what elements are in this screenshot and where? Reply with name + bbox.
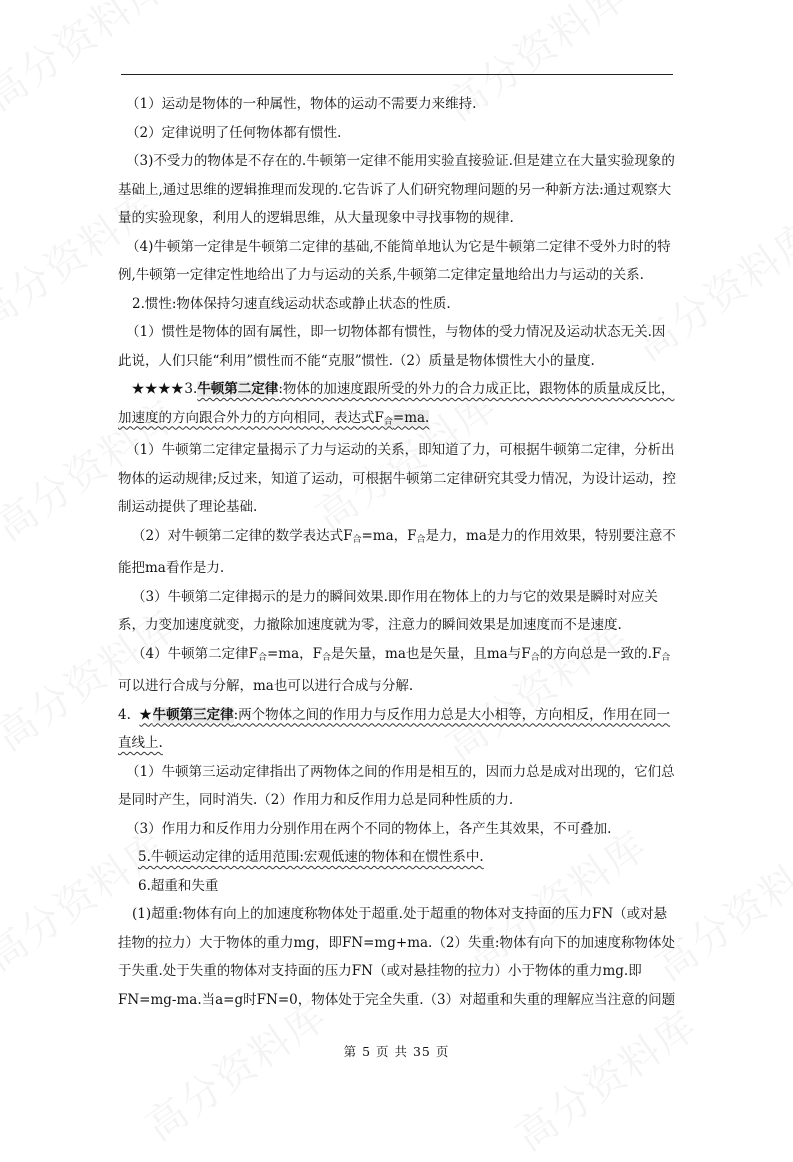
subscript: 合	[322, 652, 332, 663]
paragraph: （4)牛顿第一定律是牛顿第二定律的基础,不能简单地认为它是牛顿第二定律不受外力时的特例,牛顿第一定律定性地给出了力与运动的关系,牛顿第二定律定量地给出力与运动的关系.	[118, 238, 671, 283]
subscript: 合	[352, 534, 362, 545]
scope-text: 5.牛顿运动定律的适用范围:宏观低速的物体和在惯性系中.	[138, 849, 484, 865]
text-run: =ma，F	[361, 527, 417, 544]
section-number: 4.	[118, 706, 131, 723]
text-run: 可以进行合成与分解，ma也可以进行合成与分解.	[118, 678, 414, 694]
subscript: 合	[530, 652, 540, 663]
section-number: 3.	[184, 381, 198, 397]
paragraph: （3）牛顿第二定律揭示的是力的瞬间效果.即作用在物体上的力与它的效果是瞬时对应关系，力变加速度就变，力撤除加速度就为零，注意力的瞬间效果是加速度而不是速度.	[118, 588, 658, 633]
paragraph: （1）牛顿第二定律定量揭示了力与运动的关系，即知道了力，可根据牛顿第二定律，分析出物体的运动规律;反过来，知道了运动，可根据牛顿第二定律研究其受力情况，为设计运动，控制运动提供了理论基础.	[118, 442, 677, 515]
paragraph: （1）牛顿第三运动定律指出了两物体之间的作用是相互的，因而力总是成对出现的，它们总是同时产生，同时消失.（2）作用力和反作用力总是同种性质的力.	[118, 763, 675, 808]
paragraph	[118, 522, 678, 583]
page-footer: 第 5 页 共 35 页	[343, 1044, 450, 1059]
paragraph	[118, 640, 678, 701]
text-run: （2）对牛顿第二定律的数学表达式F	[132, 527, 353, 544]
text-run: 的方向总是一致的.F	[539, 645, 662, 662]
paragraph: (1)超重:物体有向上的加速度称物体处于超重.处于超重的物体对支持面的压力FN（或对悬挂物的拉力）大于物体的重力mg，即FN=mg+ma.（2）失重:物体有向下的加速度称物体处于失重.处于失重的物体对支持面的压力FN（或对悬挂物的拉力）小于物体的重力mg.即FN=mg-ma.当a=g时FN=0，物体处于完全失重.（3）对超重和失重的理解应当注意的问题	[118, 906, 676, 1008]
section-title: 牛顿第三定律	[152, 706, 234, 723]
paragraph: （1）运动是物体的一种属性，物体的运动不需要力来维持.	[126, 96, 477, 112]
text-run: 是矢量，ma也是矢量，且ma与F	[331, 645, 531, 662]
header-rule	[121, 74, 673, 75]
law-text: :物体的加速度跟所受的外力的合力成正比，跟物体的质量成反比，加速度的方向跟合外力的方向相同，表达式F	[118, 381, 675, 426]
paragraph: （2）定律说明了任何物体都有惯性.	[126, 124, 342, 141]
law-text: :两个物体之间的作用力与反作用力总是大小相等，方向相反，作用在同一直线上.	[118, 706, 671, 751]
text-run: （4）牛顿第二定律F	[132, 645, 258, 662]
section-title: 牛顿第二定律	[197, 381, 279, 397]
subscript: 合	[257, 652, 267, 663]
paragraph-newton-third-law	[118, 701, 678, 758]
paragraph: 6.超重和失重	[138, 877, 219, 894]
text-run: 是力，ma是力的作用效果，特别要注意不能把ma看作是力.	[118, 527, 676, 576]
paragraph: （3）作用力和反作用力分别作用在两个不同的物体上，各产生其效果，不可叠加.	[126, 820, 612, 837]
page-content	[118, 90, 678, 1014]
subscript: 合	[661, 652, 671, 663]
text-run: =ma，F	[266, 645, 323, 662]
paragraph: （1）惯性是物体的固有属性，即一切物体都有惯性，与物体的受力情况及运动状态无关.因此说，人们只能“利用”惯性而不能“克服”惯性.（2）质量是物体惯性大小的量度.	[118, 324, 666, 369]
watermark	[503, 995, 708, 1162]
paragraph: 2.惯性:物体保持匀速直线运动状态或静止状态的性质.	[132, 295, 451, 312]
subscript: 合	[416, 534, 426, 545]
star-rating: ★★★★	[132, 381, 185, 397]
law-text-tail: =ma.	[392, 409, 430, 426]
subscript: 合	[383, 416, 393, 427]
star-rating: ★	[139, 706, 153, 723]
paragraph-newton-second-law	[118, 375, 678, 436]
paragraph: （3)不受力的物体是不存在的.牛顿第一定律不能用实验直接验证.但是建立在大量实验现象的基础上,通过思维的逻辑推理而发现的.它告诉了人们研究物理问题的另一种新方法:通过观察大量的实验现象，利用人的逻辑思维，从大量现象中寻找事物的规律.	[118, 153, 675, 226]
paragraph	[118, 843, 678, 872]
